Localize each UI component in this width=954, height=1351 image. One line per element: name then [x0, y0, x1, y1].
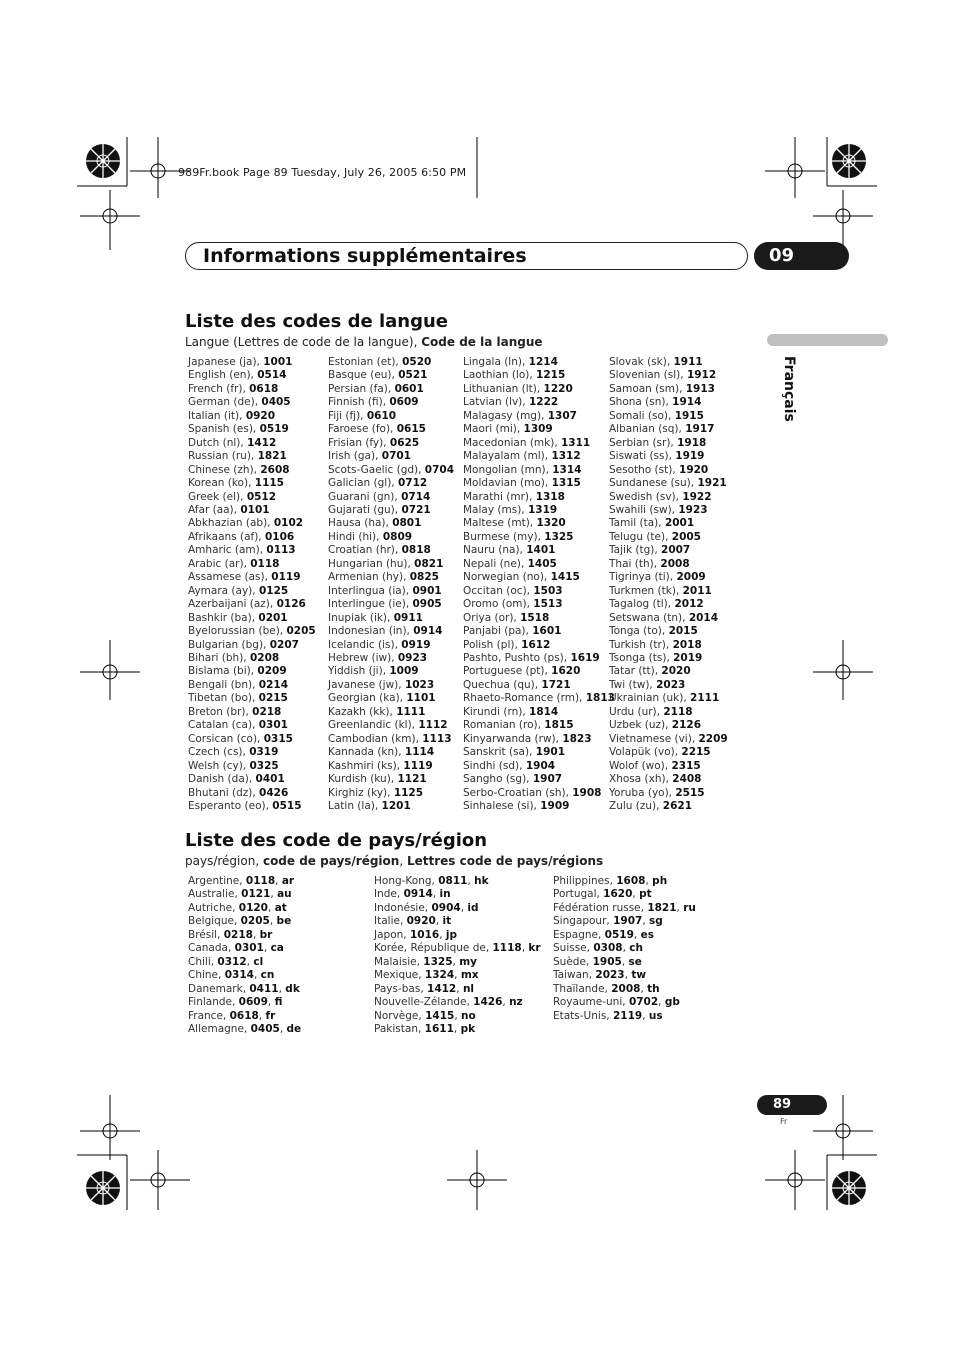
language-entry: Samoan (sm), 1913 [609, 382, 715, 395]
language-entry: Basque (eu), 0521 [328, 369, 428, 382]
page-number-badge [757, 1095, 827, 1115]
language-entry: French (fr), 0618 [188, 382, 279, 395]
language-entry: Tigrinya (ti), 2009 [609, 571, 706, 584]
language-entry: Moldavian (mo), 1315 [463, 477, 581, 490]
language-entry: Guarani (gn), 0714 [328, 490, 431, 503]
language-entry: Laothian (lo), 1215 [463, 369, 566, 382]
language-entry: Maltese (mt), 1320 [463, 517, 566, 530]
language-entry: Abkhazian (ab), 0102 [188, 517, 304, 530]
language-entry: Interlingue (ie), 0905 [328, 598, 442, 611]
language-entry: Kashmiri (ks), 1119 [328, 759, 433, 772]
language-entry: Kurdish (ku), 1121 [328, 773, 427, 786]
language-entry: Polish (pl), 1612 [463, 638, 551, 651]
language-entry: Kirundi (rn), 1814 [463, 705, 559, 718]
language-entry: Finnish (fi), 0609 [328, 396, 419, 409]
language-entry: Setswana (tn), 2014 [609, 611, 719, 624]
language-section-subtitle: Langue (Lettres de code de la langue), Code de la langue [185, 335, 543, 349]
language-entry: Sesotho (st), 1920 [609, 463, 709, 476]
language-entry: Hungarian (hu), 0821 [328, 557, 444, 570]
page-number: 89 [773, 1097, 792, 1112]
language-column-2 [328, 356, 454, 813]
language-entry: Catalan (ca), 0301 [188, 719, 288, 732]
country-entry: Indonésie, 0904, id [374, 901, 479, 914]
language-side-label: Français [781, 356, 797, 422]
page-header-title: Informations supplémentaires [203, 245, 527, 267]
language-entry: Tatar (tt), 2020 [609, 665, 691, 678]
language-column-4 [609, 356, 728, 813]
language-entry: Kinyarwanda (rw), 1823 [463, 732, 592, 745]
language-entry: Galician (gl), 0712 [328, 477, 428, 490]
country-entry: Japon, 1016, jp [374, 928, 457, 941]
language-entry: Interlingua (ia), 0901 [328, 584, 442, 597]
language-entry: Scots-Gaelic (gd), 0704 [328, 463, 455, 476]
book-info-line: 989Fr.book Page 89 Tuesday, July 26, 2005 6:50 PM [178, 166, 467, 179]
language-entry: Thai (th), 2008 [609, 557, 690, 570]
country-entry: Portugal, 1620, pt [553, 888, 652, 901]
language-entry: English (en), 0514 [188, 369, 287, 382]
language-entry: Pashto, Pushto (ps), 1619 [463, 651, 600, 664]
language-entry: Ukrainian (uk), 2111 [609, 692, 720, 705]
language-entry: Fiji (fj), 0610 [328, 409, 397, 422]
language-entry: Dutch (nl), 1412 [188, 436, 277, 449]
language-entry: Yoruba (yo), 2515 [609, 786, 705, 799]
language-entry: Quechua (qu), 1721 [463, 678, 571, 691]
language-entry: Oromo (om), 1513 [463, 598, 563, 611]
language-entry: Hausa (ha), 0801 [328, 517, 422, 530]
country-entry: Canada, 0301, ca [188, 942, 284, 955]
language-entry: Bhutani (dz), 0426 [188, 786, 289, 799]
language-entry: Portuguese (pt), 1620 [463, 665, 581, 678]
language-entry: Japanese (ja), 1001 [188, 356, 293, 368]
language-entry: Rhaeto-Romance (rm), 1813 [463, 692, 615, 705]
country-column-2 [374, 875, 541, 1036]
language-entry: Tagalog (tl), 2012 [609, 598, 704, 611]
country-entry: Philippines, 1608, ph [553, 875, 668, 887]
country-entry: Australie, 0121, au [188, 888, 292, 901]
country-entry: Chine, 0314, cn [188, 969, 275, 982]
language-entry: Danish (da), 0401 [188, 773, 285, 786]
country-entry: Chili, 0312, cl [188, 955, 264, 968]
language-entry: Telugu (te), 2005 [609, 530, 701, 543]
language-entry: Russian (ru), 1821 [188, 450, 287, 463]
language-entry: Shona (sn), 1914 [609, 396, 702, 409]
language-entry: Tonga (to), 2015 [609, 625, 698, 638]
language-entry: Swedish (sv), 1922 [609, 490, 712, 503]
country-entry: Finlande, 0609, fi [188, 996, 283, 1009]
language-entry: Georgian (ka), 1101 [328, 692, 436, 705]
country-entry: Mexique, 1324, mx [374, 969, 479, 982]
country-entry: Espagne, 0519, es [553, 928, 654, 941]
language-entry: Croatian (hr), 0818 [328, 544, 431, 557]
language-entry: Greenlandic (kl), 1112 [328, 719, 448, 732]
language-entry: Irish (ga), 0701 [328, 450, 411, 463]
language-entry: Urdu (ur), 2118 [609, 705, 693, 718]
language-entry: Slovenian (sl), 1912 [609, 369, 717, 382]
language-entry: Macedonian (mk), 1311 [463, 436, 591, 449]
language-entry: Serbian (sr), 1918 [609, 436, 707, 449]
language-entry: Lithuanian (lt), 1220 [463, 382, 573, 395]
language-entry: German (de), 0405 [188, 396, 291, 409]
language-entry: Spanish (es), 0519 [188, 423, 289, 436]
language-entry: Tamil (ta), 2001 [609, 517, 695, 530]
language-entry: Romanian (ro), 1815 [463, 719, 574, 732]
country-section-subtitle: pays/région, code de pays/région, Lettres code de pays/régions [185, 854, 604, 868]
language-entry: Oriya (or), 1518 [463, 611, 550, 624]
language-entry: Occitan (oc), 1503 [463, 584, 563, 597]
language-entry: Estonian (et), 0520 [328, 356, 432, 368]
language-entry: Bengali (bn), 0214 [188, 678, 289, 691]
language-entry: Panjabi (pa), 1601 [463, 625, 562, 638]
country-entry: Allemagne, 0405, de [188, 1022, 302, 1035]
language-entry: Frisian (fy), 0625 [328, 436, 420, 449]
language-column-3 [463, 356, 615, 813]
language-entry: Maori (mi), 1309 [463, 423, 553, 436]
page-language: Fr [780, 1117, 788, 1126]
language-entry: Sundanese (su), 1921 [609, 477, 727, 490]
language-entry: Tsonga (ts), 2019 [609, 651, 703, 664]
language-entry: Somali (so), 1915 [609, 409, 704, 422]
language-entry: Wolof (wo), 2315 [609, 759, 701, 772]
country-entry: Inde, 0914, in [374, 888, 451, 901]
country-entry: Malaisie, 1325, my [374, 955, 478, 968]
country-entry: Pays-bas, 1412, nl [374, 982, 475, 995]
language-column-1 [188, 356, 316, 813]
language-entry: Indonesian (in), 0914 [328, 625, 443, 638]
language-entry: Czech (cs), 0319 [188, 746, 279, 759]
country-entry: Singapour, 1907, sg [553, 915, 663, 928]
language-entry: Breton (br), 0218 [188, 705, 282, 718]
language-entry: Hebrew (iw), 0923 [328, 651, 428, 664]
language-entry: Malay (ms), 1319 [463, 503, 558, 516]
language-entry: Sangho (sg), 1907 [463, 773, 563, 786]
language-entry: Amharic (am), 0113 [188, 544, 296, 557]
language-entry: Zulu (zu), 2621 [609, 799, 693, 812]
country-entry: Pakistan, 1611, pk [374, 1022, 476, 1035]
language-entry: Azerbaijani (az), 0126 [188, 598, 306, 611]
language-entry: Turkmen (tk), 2011 [609, 584, 712, 597]
language-section-title: Liste des codes de langue [185, 311, 449, 332]
language-entry: Afrikaans (af), 0106 [188, 530, 295, 543]
language-entry: Inupiak (ik), 0911 [328, 611, 423, 624]
language-entry: Latin (la), 1201 [328, 799, 411, 812]
language-entry: Mongolian (mn), 1314 [463, 463, 582, 476]
language-entry: Icelandic (is), 0919 [328, 638, 431, 651]
language-entry: Bislama (bi), 0209 [188, 665, 287, 678]
country-entry: Thaïlande, 2008, th [553, 982, 660, 995]
country-entry: Hong-Kong, 0811, hk [374, 875, 489, 887]
language-entry: Armenian (hy), 0825 [328, 571, 439, 584]
country-entry: Belgique, 0205, be [188, 915, 292, 928]
language-entry: Sindhi (sd), 1904 [463, 759, 556, 772]
language-entry: Sanskrit (sa), 1901 [463, 746, 566, 759]
country-entry: Suède, 1905, se [553, 955, 642, 968]
country-entry: Etats-Unis, 2119, us [553, 1009, 663, 1022]
language-entry: Uzbek (uz), 2126 [609, 719, 702, 732]
country-entry: Fédération russe, 1821, ru [553, 901, 696, 914]
language-entry: Kazakh (kk), 1111 [328, 705, 426, 718]
language-entry: Latvian (lv), 1222 [463, 396, 559, 409]
language-entry: Greek (el), 0512 [188, 490, 277, 503]
language-entry: Xhosa (xh), 2408 [609, 773, 702, 786]
language-entry: Serbo-Croatian (sh), 1908 [463, 786, 602, 799]
language-entry: Sinhalese (si), 1909 [463, 799, 570, 812]
language-entry: Bihari (bh), 0208 [188, 651, 280, 664]
country-entry: Royaume-uni, 0702, gb [553, 996, 680, 1009]
language-entry: Javanese (jw), 1023 [328, 678, 435, 691]
language-entry: Byelorussian (be), 0205 [188, 625, 316, 638]
language-entry: Aymara (ay), 0125 [188, 584, 289, 597]
language-entry: Yiddish (ji), 1009 [328, 665, 419, 678]
country-entry: Autriche, 0120, at [188, 901, 287, 914]
language-entry: Persian (fa), 0601 [328, 382, 424, 395]
language-entry: Kirghiz (ky), 1125 [328, 786, 424, 799]
language-entry: Vietnamese (vi), 2209 [609, 732, 728, 745]
language-entry: Arabic (ar), 0118 [188, 557, 280, 570]
language-entry: Gujarati (gu), 0721 [328, 503, 431, 516]
country-entry: France, 0618, fr [188, 1009, 276, 1022]
language-tab [767, 334, 888, 346]
language-entry: Cambodian (km), 1113 [328, 732, 452, 745]
country-entry: Brésil, 0218, br [188, 928, 273, 941]
country-column-1 [188, 875, 301, 1036]
language-entry: Italian (it), 0920 [188, 409, 276, 422]
language-entry: Norwegian (no), 1415 [463, 571, 580, 584]
country-entry: Argentine, 0118, ar [188, 875, 295, 887]
language-entry: Lingala (ln), 1214 [463, 356, 558, 368]
country-entry: Korée, République de, 1118, kr [374, 942, 541, 955]
country-entry: Suisse, 0308, ch [553, 942, 643, 955]
country-entry: Taiwan, 2023, tw [553, 969, 647, 982]
language-entry: Nepali (ne), 1405 [463, 557, 557, 570]
language-entry: Swahili (sw), 1923 [609, 503, 708, 516]
country-section-title: Liste des code de pays/région [185, 830, 488, 851]
chapter-number: 09 [769, 245, 795, 266]
language-entry: Hindi (hi), 0809 [328, 530, 413, 543]
language-entry: Welsh (cy), 0325 [188, 759, 279, 772]
country-entry: Norvège, 1415, no [374, 1009, 476, 1022]
language-entry: Faroese (fo), 0615 [328, 423, 426, 436]
language-entry: Nauru (na), 1401 [463, 544, 556, 557]
language-entry: Tajik (tg), 2007 [609, 544, 691, 557]
country-entry: Nouvelle-Zélande, 1426, nz [374, 996, 523, 1009]
language-entry: Chinese (zh), 2608 [188, 463, 290, 476]
language-entry: Volapük (vo), 2215 [609, 746, 711, 759]
language-entry: Siswati (ss), 1919 [609, 450, 705, 463]
language-entry: Afar (aa), 0101 [188, 503, 270, 516]
language-entry: Turkish (tr), 2018 [609, 638, 702, 651]
country-entry: Italie, 0920, it [374, 915, 452, 928]
language-entry: Malayalam (ml), 1312 [463, 450, 581, 463]
language-entry: Malagasy (mg), 1307 [463, 409, 577, 422]
country-column-3 [553, 875, 696, 1023]
country-entry: Danemark, 0411, dk [188, 982, 300, 995]
language-entry: Bulgarian (bg), 0207 [188, 638, 299, 651]
language-entry: Esperanto (eo), 0515 [188, 799, 302, 812]
language-entry: Korean (ko), 1115 [188, 477, 284, 490]
language-entry: Tibetan (bo), 0215 [188, 692, 288, 705]
language-entry: Twi (tw), 2023 [609, 678, 686, 691]
language-entry: Kannada (kn), 1114 [328, 746, 435, 759]
language-entry: Marathi (mr), 1318 [463, 490, 565, 503]
language-entry: Slovak (sk), 1911 [609, 356, 703, 368]
language-entry: Albanian (sq), 1917 [609, 423, 715, 436]
language-entry: Burmese (my), 1325 [463, 530, 574, 543]
language-entry: Bashkir (ba), 0201 [188, 611, 288, 624]
language-entry: Corsican (co), 0315 [188, 732, 293, 745]
language-entry: Assamese (as), 0119 [188, 571, 301, 584]
